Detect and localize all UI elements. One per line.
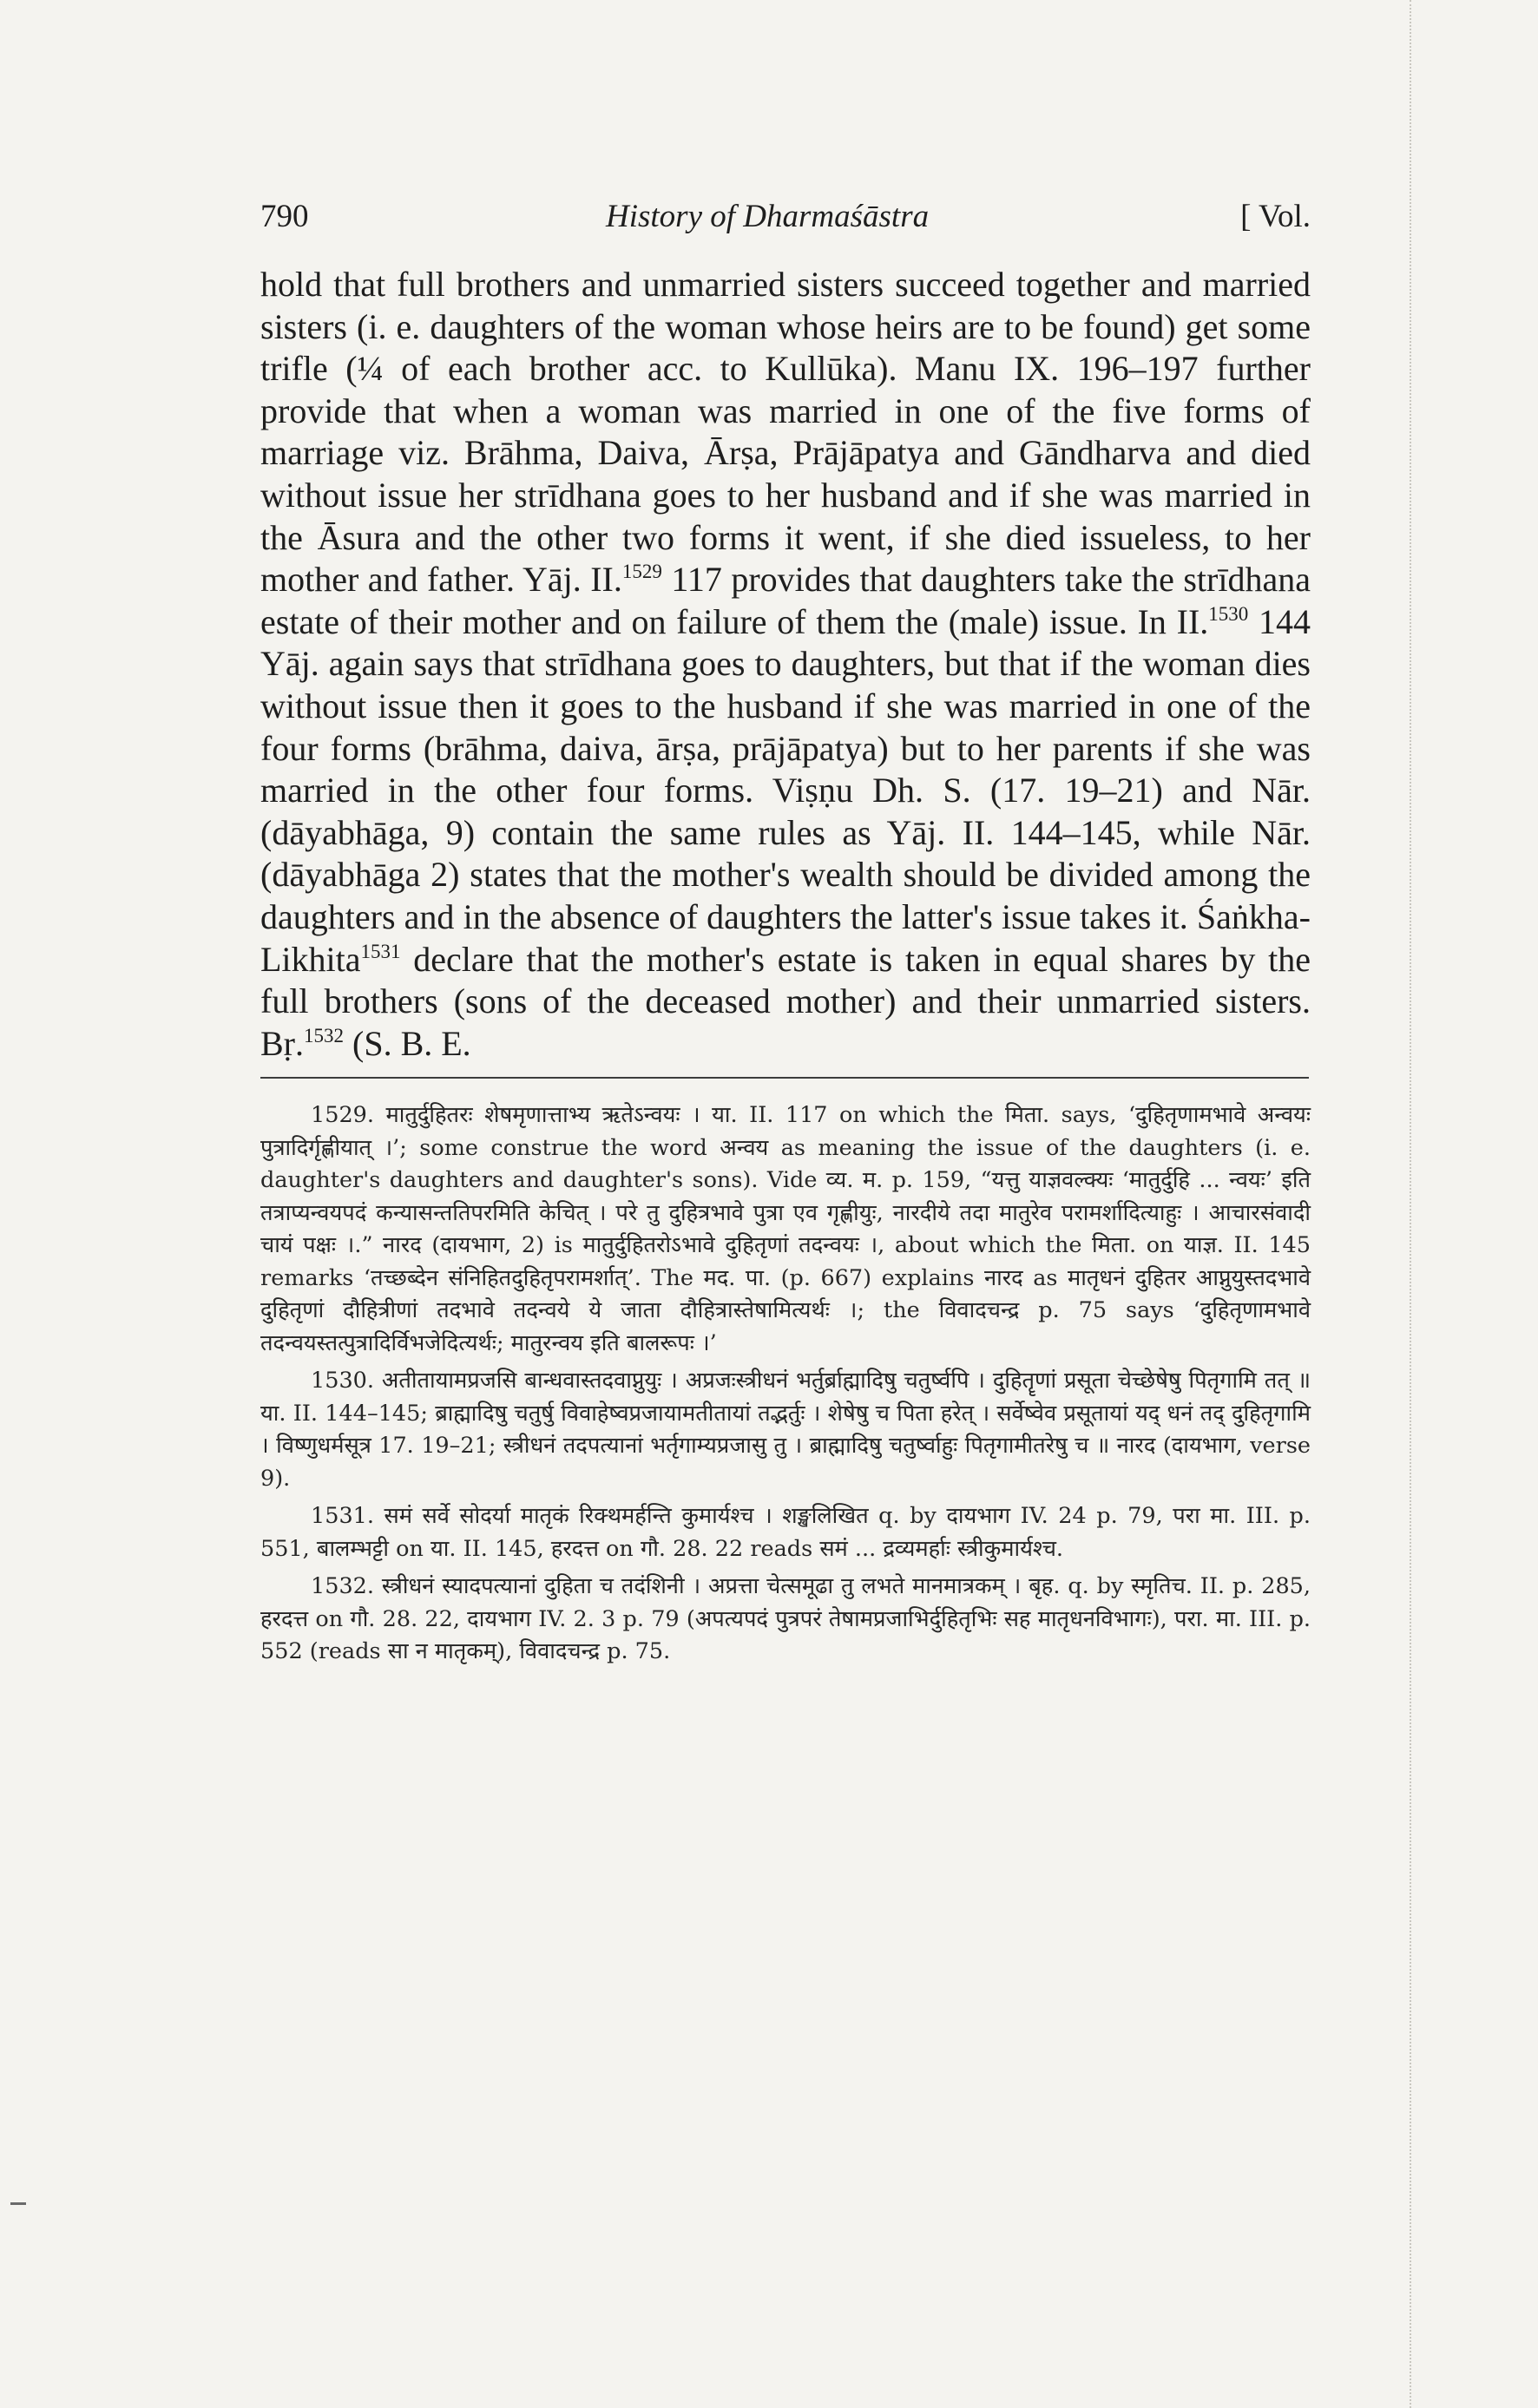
text-run: 144 Yāj. again says that strīdhana goes to daughters, but that if the woman dies without issue then it goes to the husband if she was married in one of the four forms (brāhma, daiva, ārṣa, prājāpatya) but to her parents if she was married in the other four forms. Viṣṇu Dh. S. (17. 19–21) and Nār. (dāyabhāga, 9) contain the same rules as Yāj. II. 144–145, while Nār. (dāyabhāga 2) states that the mother's wealth should be divided among the daughters and in the absence of daughters the latter's issue takes it. Śaṅkha-Likhita bbox=[260, 601, 1311, 979]
book-page bbox=[260, 193, 1311, 1674]
running-title: History of Dharmaśāstra bbox=[606, 199, 930, 234]
footnote-1530: 1530. अतीतायामप्रजसि बान्धवास्तदवाप्नुयुः । अप्रजःस्त्रीधनं भर्तुर्ब्राह्मादिषु चतुर्ष्वपि । दुहितॄणां प्रसूता चेच्छेषेषु पितृगामि तत् ॥ या. II. 144–145; ब्राह्मादिषु चतुर्षु विवाहेष्वप्रजायामतीतायां तद्भर्तुः । शेषेषु च पिता हरेत् । सर्वेष्वेव प्रसूतायां यद् धनं तद् दुहितृगामि । विष्णुधर्मसूत्र 17. 19–21; स्त्रीधनं तदपत्यानां भर्तृगाम्यप्रजासु तु । ब्राह्मादिषु चतुर्ष्वाहुः पितृगामीतरेषु च ॥ नारद (दायभाग, verse 9). bbox=[260, 1368, 1311, 1492]
footnote-1531: 1531. समं सर्वे सोदर्या मातृकं रिक्थमर्हन्ति कुमार्यश्च । शङ्खलिखित q. by दायभाग IV. 24 p. 79, परा मा. III. p. 551, बालम्भट्टी on या. II. 145, हरदत्त on गौ. 28. 22 reads समं ... द्रव्यमर्हाः स्त्रीकुमार्यश्च. bbox=[260, 1503, 1311, 1562]
footnote-ref-1530: 1530 bbox=[1208, 602, 1249, 625]
footnote-ref-1531: 1531 bbox=[360, 940, 401, 962]
page-number: 790 bbox=[260, 199, 309, 234]
footnote-1532: 1532. स्त्रीधनं स्यादपत्यानां दुहिता च तदंशिनी । अप्रत्ता चेत्समूढा तु लभते मानमात्रकम् । बृह. q. by स्मृतिच. II. p. 285, हरदत्त on गौ. 28. 22, दायभाग IV. 2. 3 p. 79 (अपत्यपदं पुत्रपरं तेषामप्रजाभिर्दुहितृभिः सह मातृधनविभागः), परा. मा. III. p. 552 (reads सा न मातृकम्), विवादचन्द्र p. 75. bbox=[260, 1573, 1311, 1665]
footnote-1529: 1529. मातुर्दुहितरः शेषमृणात्ताभ्य ऋतेऽन्वयः । या. II. 117 on which the मिता. says, ‘दुहितृणामभावे अन्वयः पुत्रादिर्गृह्णीयात् ।’; some construe the word अन्वय as meaning the issue of the daughters (i. e. daughter's daughters and daughter's sons). Vide व्य. म. p. 159, “यत्तु याज्ञवल्क्यः ‘मातुर्दुहि ... न्वयः’ इति तत्राप्यन्वयपदं कन्यासन्ततिपरमिति केचित् । परे तु दुहित्रभावे पुत्रा एव गृह्णीयुः, नारदीये तदा मातुरेव परामर्शादित्याहुः । आचारसंवादी चायं पक्षः ।.” नारद (दायभाग, 2) is मातुर्दुहितरोऽभावे दुहितृणां तदन्वयः ।, about which the मिता. on याज्ञ. II. 145 remarks ‘तच्छब्देन संनिहितदुहितृपरामर्शात्’. The मद. पा. (p. 667) explains नारद as मातृधनं दुहितर आप्नुयुस्तदभावे दुहितृणां दौहित्रीणां तदभावे तदन्वये ये जाता दौहित्रास्तेषामित्यर्थः ।; the विवादचन्द्र p. 75 says ‘दुहितृणामभावे तदन्वयस्तत्पुत्रादिर्विभजेदित्यर्थः; मातुरन्वय इति बालरूपः ।’ bbox=[260, 1102, 1311, 1356]
footnote-ref-1532: 1532 bbox=[304, 1024, 344, 1047]
scan-mark bbox=[10, 2202, 26, 2205]
text-run: hold that full brothers and unmarried sisters succeed together and married sisters (i. e. daughters of the woman whose heirs are to be found) get some trifle (¼ of each brother acc. to Kullūka). Manu IX. 196–197 further provide that when a woman was married in one of the five forms of marriage viz. Brāhma, Daiva, Ārṣa, Prājāpatya and Gāndharva and died without issue her strīdhana goes to her husband and if she was married in the Āsura and the other two forms it went, if she died issueless, to her mother and father. Yāj. II. bbox=[260, 265, 1311, 600]
main-paragraph bbox=[260, 264, 1311, 1065]
text-run: declare that the mother's estate is taken in equal shares by the full brothers (sons of the deceased mother) and their unmarried sisters. Bṛ. bbox=[260, 939, 1311, 1063]
main-text bbox=[260, 264, 1311, 1065]
volume-label: [ Vol. bbox=[1240, 199, 1311, 234]
scan-gutter-line bbox=[1410, 0, 1411, 2408]
text-run: (S. B. E. bbox=[344, 1023, 471, 1063]
footnote-ref-1529: 1529 bbox=[621, 561, 662, 583]
footnote-divider bbox=[260, 1077, 1309, 1079]
text-run: 117 provides that daughters take the strīdhana estate of their mother and on failure of them the (male) issue. In II. bbox=[260, 560, 1311, 641]
running-header bbox=[260, 193, 1311, 245]
footnotes bbox=[260, 1099, 1311, 1669]
